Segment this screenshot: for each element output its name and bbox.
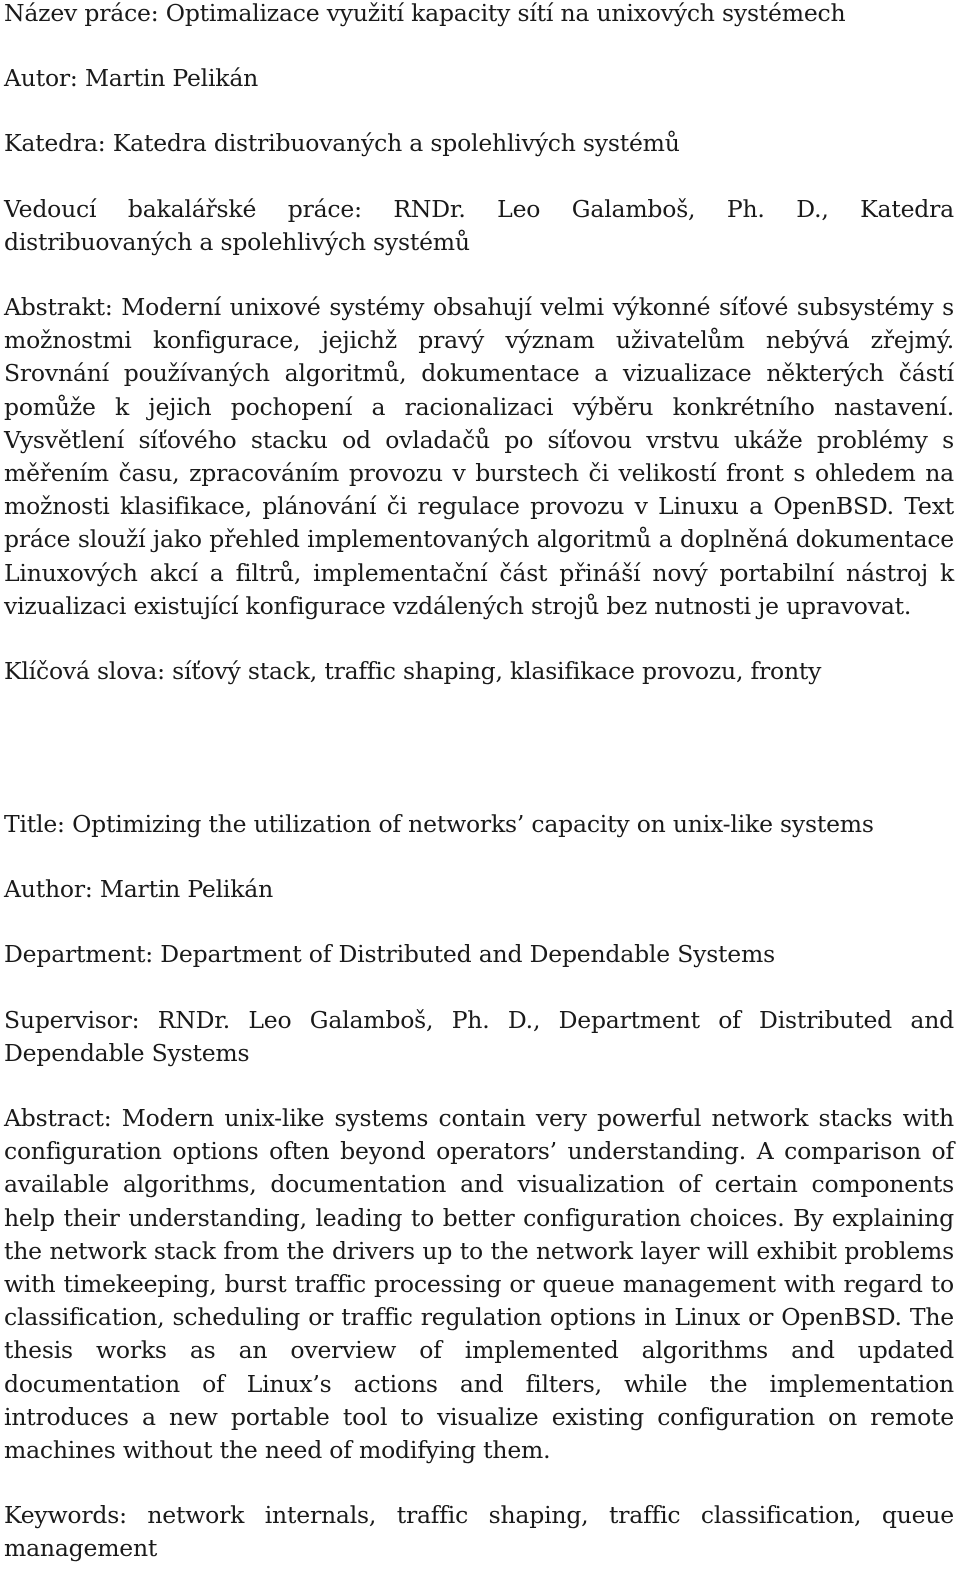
czech-title-label: Název práce: <box>4 0 159 27</box>
czech-supervisor-label: Vedoucí bakalářské práce: <box>4 194 362 223</box>
czech-supervisor <box>4 193 954 259</box>
english-department <box>4 938 954 971</box>
english-abstract-text: Modern unix-like systems contain very powerful network stacks with configuration options often beyond operators’ understanding. A comparison of available algorithms, documentation and visualization of certain components help their understanding, leading to better configuration choices. By explaining the network stack from the drivers up to the network layer will exhibit problems with timekeeping, burst traffic processing or queue management with regard to classification, scheduling or traffic regulation options in Linux or OpenBSD. The thesis works as an overview of implemented algorithms and updated documentation of Linux’s actions and filters, while the implementation introduces a new portable tool to visualize existing configuration on remote machines without the need of modifying them. <box>4 1104 954 1465</box>
czech-keywords <box>4 655 954 688</box>
czech-supervisor-value: RNDr. Leo Galamboš, Ph. D., Katedra distribuovaných a spolehlivých systémů <box>4 194 954 256</box>
english-supervisor <box>4 1004 954 1070</box>
czech-title <box>4 0 954 30</box>
english-supervisor-label: Supervisor: <box>4 1005 140 1034</box>
english-keywords-value: network internals, traffic shaping, traffic classification, queue management <box>4 1501 954 1563</box>
english-supervisor-value: RNDr. Leo Galamboš, Ph. D., Department of Distributed and Dependable Systems <box>4 1005 954 1067</box>
czech-keywords-label: Klíčová slova: <box>4 657 165 686</box>
czech-abstract <box>4 291 954 623</box>
czech-author-label: Autor: <box>4 64 78 93</box>
english-abstract <box>4 1102 954 1467</box>
english-author <box>4 873 954 906</box>
czech-department <box>4 127 954 160</box>
czech-keywords-value: síťový stack, traffic shaping, klasifikace provozu, fronty <box>172 657 822 686</box>
czech-department-label: Katedra: <box>4 129 106 158</box>
english-keywords <box>4 1499 954 1565</box>
english-abstract-page <box>4 808 954 1566</box>
czech-abstract-label: Abstrakt: <box>4 293 113 322</box>
english-title <box>4 808 954 841</box>
czech-abstract-text: Moderní unixové systémy obsahují velmi výkonné síťové subsystémy s možnostmi konfigurace, jejichž pravý význam uživatelům nebývá zřejmý. Srovnání používaných algoritmů, dokumentace a vizualizace některých částí pomůže k jejich pochopení a racionalizaci výběru konkrétního nastavení. Vysvětlení síťového stacku od ovladačů po síťovou vrstvu ukáže problémy s měřením času, zpracováním provozu v burstech či velikostí front s ohledem na možnosti klasifikace, plánování či regulace provozu v Linuxu a OpenBSD. Text práce slouží jako přehled implementovaných algoritmů a doplněná dokumentace Linuxových akcí a filtrů, implementační část přináší nový portabilní nástroj k vizualizaci existující konfigurace vzdálených strojů bez nutnosti je upravovat. <box>4 293 954 620</box>
czech-abstract-page <box>4 0 954 688</box>
english-title-label: Title: <box>4 810 65 838</box>
english-department-label: Department: <box>4 940 153 969</box>
english-author-label: Author: <box>4 875 93 904</box>
english-abstract-label: Abstract: <box>4 1104 112 1133</box>
english-department-value: Department of Distributed and Dependable Systems <box>160 940 775 969</box>
czech-author <box>4 62 954 95</box>
czech-author-value: Martin Pelikán <box>84 64 259 93</box>
czech-department-value: Katedra distribuovaných a spolehlivých systémů <box>112 129 680 158</box>
czech-title-value: Optimalizace využití kapacity sítí na unixových systémech <box>165 0 846 27</box>
english-keywords-label: Keywords: <box>4 1501 127 1530</box>
english-author-value: Martin Pelikán <box>99 875 274 904</box>
english-title-value: Optimizing the utilization of networks’ capacity on unix-like systems <box>72 810 874 838</box>
